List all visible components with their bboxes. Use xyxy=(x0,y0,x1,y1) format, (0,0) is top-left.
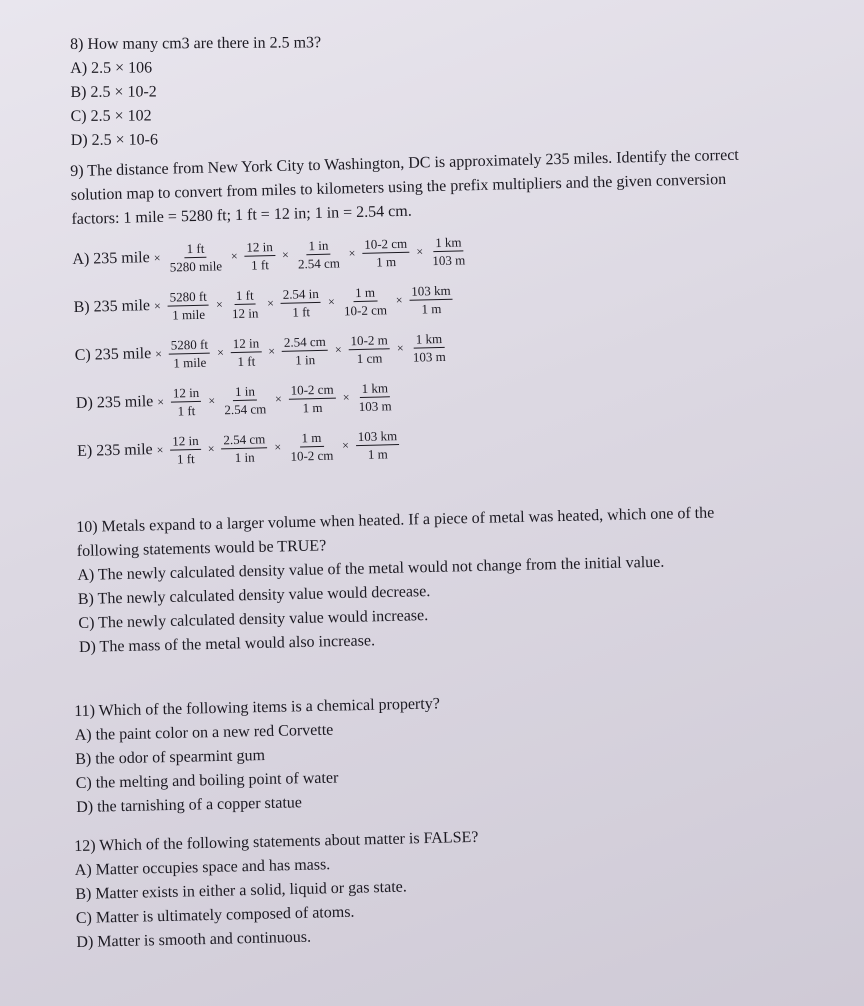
question-10 xyxy=(76,500,779,660)
factor-numerator: 1 km xyxy=(359,380,390,398)
conversion-factor xyxy=(169,336,211,370)
factor-denominator: 1 cm xyxy=(356,349,383,366)
factor-denominator: 2.54 cm xyxy=(224,400,267,417)
question-12 xyxy=(74,826,481,955)
factor-denominator: 1 m xyxy=(367,445,388,462)
factor-numerator: 1 km xyxy=(414,330,445,348)
question-10-option-c: C) The newly calculated density value would increase. xyxy=(78,607,429,632)
conversion-factor xyxy=(231,335,262,369)
times-sign: × xyxy=(153,250,161,265)
times-sign: × xyxy=(281,247,289,262)
conversion-factor xyxy=(281,285,322,319)
factor-numerator: 1 km xyxy=(433,234,464,252)
conversion-factor xyxy=(295,237,342,271)
factor-denominator: 12 in xyxy=(231,304,259,321)
question-8-option-a: A) 2.5 × 106 xyxy=(70,59,153,77)
option-label: D) xyxy=(75,394,94,412)
question-10-option-d: D) The mass of the metal would also increase. xyxy=(78,632,376,656)
factor-numerator: 1 in xyxy=(233,383,257,401)
factor-denominator: 1 ft xyxy=(237,353,256,369)
question-8-option-c: C) 2.5 × 102 xyxy=(70,107,152,125)
conversion-factor xyxy=(167,240,224,274)
factor-denominator: 1 in xyxy=(234,449,255,465)
times-sign: × xyxy=(268,344,276,359)
question-10-text: 10) Metals expand to a larger volume when heated. If a piece of metal was heated, which one of the following statements would be TRUE? xyxy=(76,504,715,560)
times-sign: × xyxy=(334,342,342,357)
conversion-factor xyxy=(348,332,390,366)
factor-numerator: 2.54 cm xyxy=(221,431,267,449)
conversion-factor xyxy=(288,429,336,463)
starting-quantity: 235 mile xyxy=(93,297,151,316)
factor-denominator: 10-2 cm xyxy=(343,301,388,318)
times-sign: × xyxy=(395,292,403,308)
factor-denominator: 1 mile xyxy=(172,306,206,323)
conversion-factor xyxy=(221,431,268,465)
question-11-option-c: C) the melting and boiling point of water xyxy=(75,769,339,792)
factor-denominator: 1 ft xyxy=(177,402,196,418)
factor-numerator: 1 m xyxy=(353,284,377,302)
factor-denominator: 1 m xyxy=(421,300,442,316)
conversion-factor xyxy=(410,330,448,364)
factor-denominator: 1 m xyxy=(302,399,323,415)
times-sign: × xyxy=(342,438,350,453)
option-label: C) xyxy=(74,346,91,364)
times-sign: × xyxy=(396,340,404,356)
factor-denominator: 103 m xyxy=(432,251,466,268)
conversion-factor xyxy=(288,381,336,415)
factor-denominator: 2.54 cm xyxy=(297,254,341,271)
factor-numerator: 10-2 m xyxy=(348,332,390,350)
starting-quantity: 235 mile xyxy=(93,249,150,268)
factor-numerator: 12 in xyxy=(170,432,201,450)
question-11-option-a: A) the paint color on a new red Corvette xyxy=(74,721,334,744)
times-sign: × xyxy=(230,248,238,264)
factor-numerator: 1 ft xyxy=(184,240,206,258)
option-label: A) xyxy=(72,250,90,268)
question-12-option-d: D) Matter is smooth and continuous. xyxy=(76,928,312,951)
conversion-factor xyxy=(409,282,453,316)
starting-quantity: 235 mile xyxy=(94,345,152,364)
conversion-factor xyxy=(341,284,389,318)
conversion-factor xyxy=(362,235,410,269)
question-8-text: 8) How many cm3 are there in 2.5 m3? xyxy=(70,34,322,53)
times-sign: × xyxy=(274,439,282,455)
times-sign: × xyxy=(153,298,161,313)
factor-numerator: 103 km xyxy=(356,428,400,446)
question-12-option-c: C) Matter is ultimately composed of atoms. xyxy=(75,903,355,927)
question-12-option-b: B) Matter exists in either a solid, liquid or gas state. xyxy=(75,878,407,903)
factor-denominator: 103 m xyxy=(412,348,446,365)
question-9 xyxy=(70,143,768,476)
factor-numerator: 12 in xyxy=(171,384,202,402)
times-sign: × xyxy=(348,246,356,261)
times-sign: × xyxy=(208,393,216,408)
times-sign: × xyxy=(274,391,283,407)
conversion-factor xyxy=(222,383,269,417)
factor-denominator: 1 m xyxy=(376,253,397,270)
conversion-factor xyxy=(229,287,260,321)
factor-denominator: 1 ft xyxy=(176,450,195,466)
factor-numerator: 12 in xyxy=(244,239,275,257)
factor-denominator: 10-2 cm xyxy=(290,447,334,464)
factor-denominator: 103 m xyxy=(358,397,392,414)
question-9-text: 9) The distance from New York City to Washington, DC is approximately 235 miles. Identify the correct solution map to convert from miles to kilometers using the prefix multipliers and the given conversion factors: 1 mile = 5280 ft; 1 ft = 12 in; 1 in = 2.54 cm. xyxy=(70,146,739,228)
conversion-factor xyxy=(356,428,400,462)
factor-numerator: 2.54 in xyxy=(281,285,322,303)
times-sign: × xyxy=(156,442,164,457)
question-10-option-b: B) The newly calculated density value would decrease. xyxy=(77,582,431,608)
factor-numerator: 1 in xyxy=(306,237,330,255)
conversion-factor xyxy=(167,288,209,322)
question-8-option-d: D) 2.5 × 10-6 xyxy=(70,131,159,149)
starting-quantity: 235 mile xyxy=(96,441,153,460)
question-12-option-a: A) Matter occupies space and has mass. xyxy=(74,856,331,879)
question-10-option-a: A) The newly calculated density value of the metal would not change from the initial value. xyxy=(77,553,665,584)
question-8-option-b: B) 2.5 × 10-2 xyxy=(70,83,157,101)
factor-denominator: 1 ft xyxy=(292,303,311,320)
factor-numerator: 1 m xyxy=(299,429,323,447)
times-sign: × xyxy=(157,394,165,409)
conversion-factor xyxy=(244,239,275,273)
conversion-factor xyxy=(171,384,202,418)
question-11-option-b: B) the odor of spearmint gum xyxy=(75,747,266,768)
factor-denominator: 5280 mile xyxy=(169,257,223,275)
times-sign: × xyxy=(216,345,225,360)
times-sign: × xyxy=(416,244,424,259)
factor-denominator: 1 ft xyxy=(251,256,270,273)
factor-denominator: 1 mile xyxy=(173,354,207,371)
conversion-factor xyxy=(170,432,201,466)
times-sign: × xyxy=(215,297,223,312)
conversion-factor xyxy=(356,380,394,414)
factor-numerator: 5280 ft xyxy=(167,288,209,306)
times-sign: × xyxy=(342,390,350,405)
factor-numerator: 103 km xyxy=(409,282,453,300)
question-12-text: 12) Which of the following statements about matter is FALSE? xyxy=(74,828,479,855)
times-sign: × xyxy=(327,294,335,309)
option-label: B) xyxy=(73,298,90,316)
factor-numerator: 2.54 cm xyxy=(282,333,328,351)
option-label: E) xyxy=(76,442,93,460)
factor-numerator: 10-2 cm xyxy=(362,235,409,253)
factor-denominator: 1 in xyxy=(295,351,316,368)
times-sign: × xyxy=(207,441,215,456)
question-8 xyxy=(70,31,322,153)
times-sign: × xyxy=(266,296,275,311)
question-11 xyxy=(74,692,442,820)
times-sign: × xyxy=(155,346,163,361)
conversion-factor xyxy=(282,333,329,367)
question-11-text: 11) Which of the following items is a chemical property? xyxy=(74,695,441,720)
question-9-options xyxy=(72,219,768,476)
factor-numerator: 12 in xyxy=(231,335,262,353)
question-11-option-d: D) the tarnishing of a copper statue xyxy=(76,794,303,816)
starting-quantity: 235 mile xyxy=(96,393,154,412)
factor-numerator: 10-2 cm xyxy=(288,381,335,399)
conversion-factor xyxy=(430,234,468,268)
factor-numerator: 1 ft xyxy=(234,287,256,305)
factor-numerator: 5280 ft xyxy=(169,336,211,354)
